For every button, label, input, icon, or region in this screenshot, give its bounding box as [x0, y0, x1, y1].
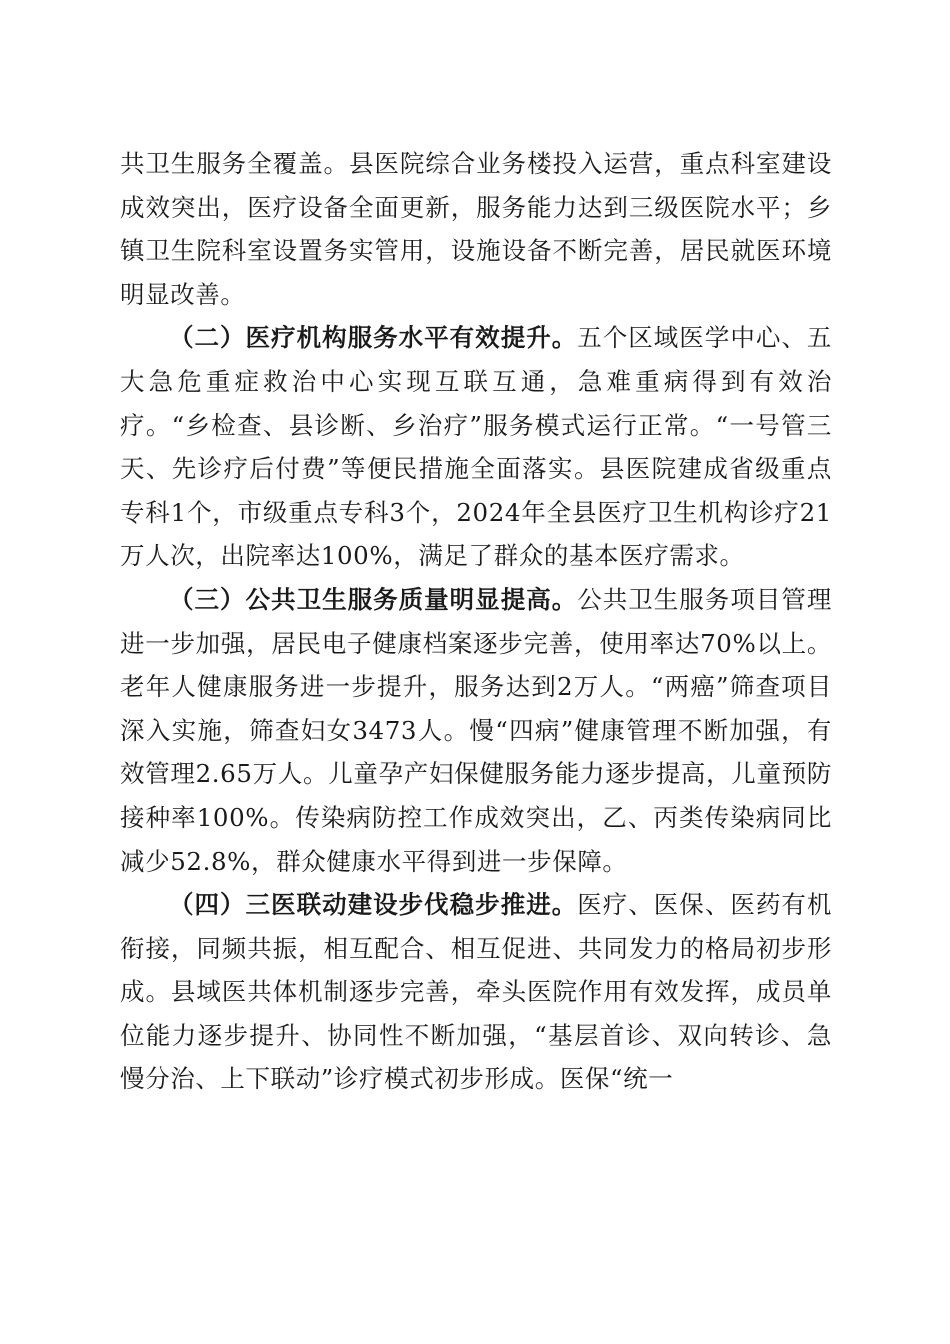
section-heading: （四）三医联动建设步伐稳步推进。	[169, 890, 578, 920]
section-heading: （二）医疗机构服务水平有效提升。	[169, 323, 578, 353]
paragraph-body: 医疗、医保、医药有机衔接，同频共振，相互配合、相互促进、共同发力的格局初步形成。县域医共体机制逐步完善，牵头医院作用有效发挥，成员单位能力逐步提升、协同性不断加强，“基层首诊、双向转诊、急慢分治、上下联动”诊疗模式初步形成。医保“统一	[120, 890, 832, 1094]
paragraph-section-4	[120, 883, 832, 1101]
paragraph-section-2	[120, 316, 832, 578]
section-heading: （三）公共卫生服务质量明显提高。	[169, 584, 578, 614]
paragraph-body: 五个区域医学中心、五大急危重症救治中心实现互联互通，急难重病得到有效治疗。“乡检查、县诊断、乡治疗”服务模式运行正常。“一号管三天、先诊疗后付费”等便民措施全面落实。县医院建成省级重点专科1个，市级重点专科3个，2024年全县医疗卫生机构诊疗21万人次，出院率达100%，满足了群众的基本医疗需求。	[120, 323, 832, 571]
paragraph-body: 公共卫生服务项目管理进一步加强，居民电子健康档案逐步完善，使用率达70%以上。老年人健康服务进一步提升，服务达到2万人。“两癌”筛查项目深入实施，筛查妇女3473人。慢“四病”健康管理不断加强，有效管理2.65万人。儿童孕产妇保健服务能力逐步提高，儿童预防接种率100%。传染病防控工作成效突出，乙、丙类传染病同比减少52.8%，群众健康水平得到进一步保障。	[120, 584, 832, 876]
paragraph-continuation	[120, 142, 832, 316]
paragraph-body: 共卫生服务全覆盖。县医院综合业务楼投入运营，重点科室建设成效突出，医疗设备全面更新，服务能力达到三级医院水平；乡镇卫生院科室设置务实管用，设施设备不断完善，居民就医环境明显改善。	[120, 149, 832, 309]
document-body	[120, 142, 832, 1101]
paragraph-section-3	[120, 578, 832, 883]
